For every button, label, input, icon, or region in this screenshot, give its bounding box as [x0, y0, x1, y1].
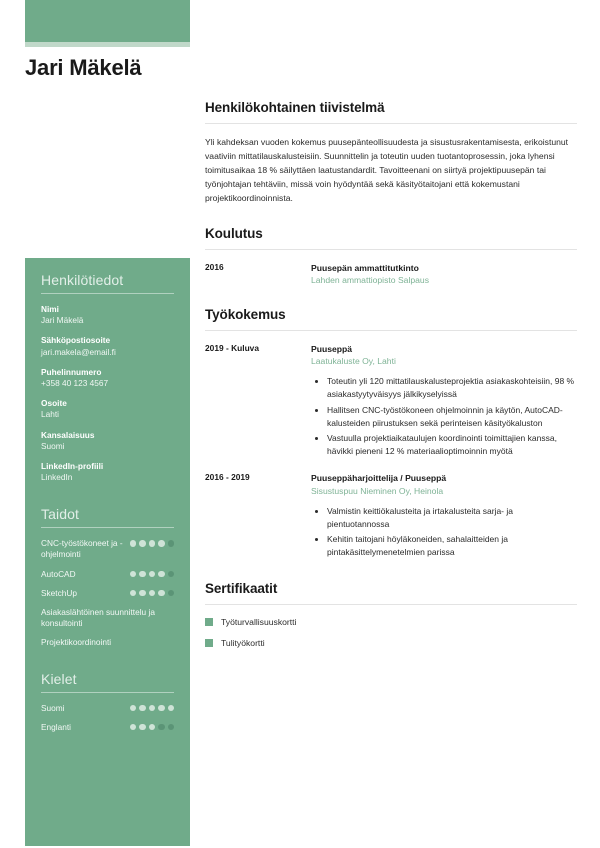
sidebar-gap-2	[41, 657, 174, 671]
skill-item	[41, 569, 174, 580]
personal-info-field-label: Puhelinnumero	[41, 366, 102, 377]
personal-info-field	[41, 304, 174, 326]
personal-info-field	[41, 398, 174, 420]
rating-dot	[130, 724, 137, 731]
resume-entry	[205, 343, 577, 460]
entry-date: 2016 - 2019	[205, 472, 250, 483]
personal-info-title: Henkilötiedot	[41, 272, 124, 288]
section-education	[205, 226, 577, 287]
sidebar-section-languages	[41, 671, 174, 733]
entry-date: 2019 - Kuluva	[205, 342, 259, 353]
sidebar-section-personal-info	[41, 272, 174, 483]
rating-dot	[158, 724, 165, 731]
summary-divider	[205, 123, 577, 124]
rating-dot	[130, 590, 137, 597]
skills-divider	[41, 527, 174, 528]
rating-dot	[139, 540, 146, 547]
rating-dot	[149, 540, 156, 547]
certificate-item	[205, 638, 577, 648]
entry-bullet: • Vastuulla projektiaikataulujen koordinointi toimittajien kanssa, hävikki pieneni 12 % materiaalioptimoinnin myötä	[327, 432, 577, 458]
rating-dot	[168, 571, 175, 578]
personal-info-divider	[41, 293, 174, 294]
entry-organization: Sisustuspuu Nieminen Oy, Heinola	[311, 485, 444, 496]
rating-dot	[168, 724, 175, 731]
entry-body	[311, 472, 577, 561]
entry-body	[311, 262, 577, 287]
language-item	[41, 703, 174, 714]
skill-item-rating	[130, 538, 175, 547]
header-accent-bar	[25, 0, 190, 42]
skill-item-label: SketchUp	[41, 587, 77, 598]
entry-date: 2016	[205, 261, 224, 272]
rating-dot	[139, 571, 146, 578]
rating-dot	[130, 540, 137, 547]
section-experience	[205, 307, 577, 561]
skill-item-label: CNC-työstökoneet ja -ohjelmointi	[41, 538, 123, 560]
rating-dot	[130, 705, 137, 712]
entry-bullet: • Kehitin taitojani höyläkoneiden, sahalaitteiden ja pintakäsittelymenetelmien parissa	[327, 533, 577, 559]
language-item-rating	[130, 703, 175, 712]
skill-item-label: AutoCAD	[41, 568, 76, 579]
rating-dot	[158, 705, 165, 712]
certificates-divider	[205, 604, 577, 605]
certificates-title: Sertifikaatit	[205, 581, 278, 597]
rating-dot	[158, 540, 165, 547]
entry-organization: Laatukaluste Oy, Lahti	[311, 356, 396, 367]
section-summary	[205, 100, 577, 206]
rating-dot	[158, 590, 165, 597]
personal-info-field	[41, 461, 174, 483]
skill-item-label: Asiakaslähtöinen suunnittelu ja konsultointi	[41, 607, 155, 629]
rating-dot	[168, 590, 175, 597]
personal-info-field-value: Jari Mäkelä	[41, 315, 84, 326]
entry-bullet-list	[327, 505, 577, 560]
entry-role: Puuseppä	[311, 343, 353, 354]
rating-dot	[149, 705, 156, 712]
skill-item-rating	[130, 569, 175, 578]
experience-title: Työkokemus	[205, 306, 286, 322]
sidebar-gap-1	[41, 492, 174, 506]
personal-info-field-value: Lahti	[41, 409, 59, 420]
skill-item-label: Projektikoordinointi	[41, 637, 112, 648]
rating-dot	[139, 705, 146, 712]
rating-dot	[149, 590, 156, 597]
skill-item-rating	[130, 588, 175, 597]
skill-item	[41, 538, 174, 560]
entry-bullet: • Hallitsen CNC-työstökoneen ohjelmoinnin ja käytön, AutoCAD-kalusteiden piirustuksen sekä perinteisen käsityökaluston	[327, 404, 577, 430]
languages-divider	[41, 692, 174, 693]
personal-info-field	[41, 367, 174, 389]
rating-dot	[158, 571, 165, 578]
resume-entry	[205, 262, 577, 287]
personal-info-field-label: LinkedIn-profiili	[41, 460, 104, 471]
entry-organization: Lahden ammattiopisto Salpaus	[311, 275, 430, 286]
education-divider	[205, 249, 577, 250]
rating-dot	[149, 571, 156, 578]
certificate-label: Tulityökortti	[221, 638, 265, 649]
rating-dot	[139, 724, 146, 731]
entry-body	[311, 343, 577, 460]
personal-info-field	[41, 430, 174, 452]
personal-info-field-label: Kansalaisuus	[41, 429, 95, 440]
language-item	[41, 722, 174, 733]
rating-dot	[168, 540, 175, 547]
personal-info-field-label: Sähköpostiosoite	[41, 335, 111, 346]
summary-title: Henkilökohtainen tiivistelmä	[205, 100, 385, 115]
summary-text: Yli kahdeksan vuoden kokemus puusepänteollisuudesta ja sisustusrakentamisesta, erikoistunut vaativiin mittatilauskalusteisiin. Suunnittelin ja toteutin uuden tuotantoprosessin, joka lyhensi toimitusaikaa 18 % säilyttäen laatustandardit. Tavoitteenani on siirtyä projektipuusepän tai työnjohtajan tehtäviin, missä voin hyödyntää sekä käsityötaitojani että kokemustani projektikoordinoinnista.	[205, 137, 569, 203]
page-title: Jari Mäkelä	[25, 55, 142, 80]
personal-info-field-label: Nimi	[41, 304, 59, 314]
resume-entry	[205, 472, 577, 561]
personal-info-field-label: Osoite	[41, 398, 67, 409]
entry-role: Puuseppäharjoittelija / Puuseppä	[311, 473, 447, 484]
skill-item	[41, 588, 174, 599]
main-content	[205, 100, 577, 668]
entry-bullet: • Valmistin keittiökalusteita ja irtakalusteita sarja- ja pientuotannossa	[327, 505, 577, 531]
language-item-label: Suomi	[41, 702, 65, 713]
certificate-label: Työturvallisuuskortti	[221, 617, 297, 628]
rating-dot	[149, 724, 156, 731]
language-item-label: Englanti	[41, 721, 71, 732]
personal-info-field-value: jari.makela@email.fi	[41, 346, 116, 357]
entry-bullet: • Toteutin yli 120 mittatilauskalusteprojektia asiakaskohteisiin, 98 % asiakastyytyväisyys jälkikyselyissä	[327, 375, 577, 401]
languages-title: Kielet	[41, 670, 77, 687]
rating-dot	[139, 590, 146, 597]
entry-role: Puusepän ammattitutkinto	[311, 262, 419, 273]
rating-dot	[168, 705, 175, 712]
personal-info-field-value: LinkedIn	[41, 472, 73, 483]
rating-dot	[130, 571, 137, 578]
skills-title: Taidot	[41, 506, 79, 523]
personal-info-field-value: +358 40 123 4567	[41, 377, 109, 388]
section-certificates	[205, 581, 577, 648]
entry-bullet-list	[327, 375, 577, 458]
experience-divider	[205, 330, 577, 331]
certificate-item	[205, 617, 577, 627]
header-accent-underline	[25, 42, 190, 47]
certificate-square-icon	[205, 639, 213, 647]
sidebar-section-skills	[41, 506, 174, 648]
education-title: Koulutus	[205, 225, 263, 241]
language-item-rating	[130, 722, 175, 731]
personal-info-field	[41, 335, 174, 357]
personal-info-field-value: Suomi	[41, 440, 65, 451]
sidebar	[25, 258, 190, 846]
certificate-square-icon	[205, 618, 213, 626]
